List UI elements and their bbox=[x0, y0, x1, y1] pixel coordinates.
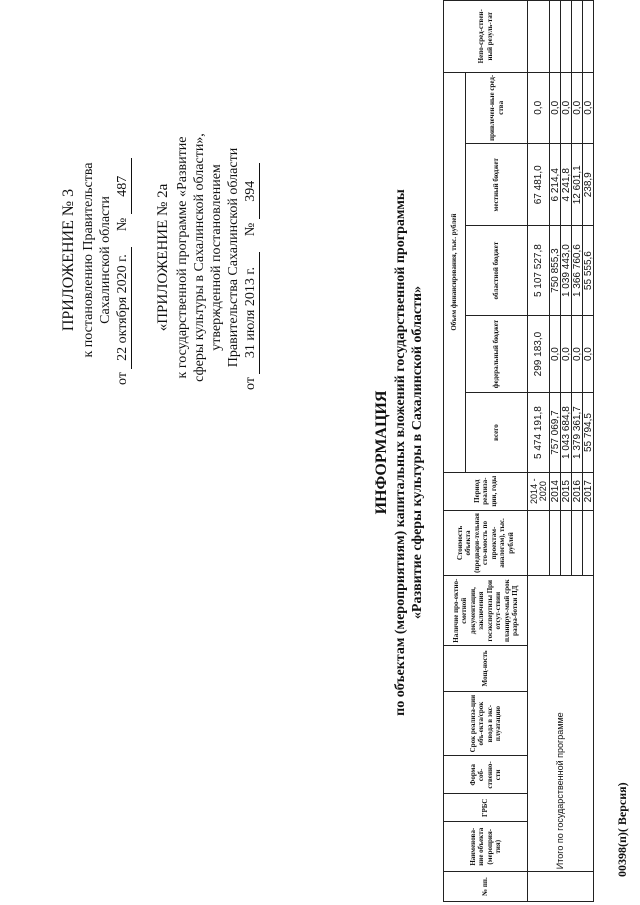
header-name: Наименова-ние объекта (мероприя-тия) bbox=[444, 822, 528, 872]
cell-local: 67 481,0 bbox=[528, 144, 550, 226]
appendix-3-date: 22 октября 2020 г. bbox=[114, 247, 132, 369]
cell-attracted: 0,0 bbox=[583, 72, 594, 144]
header-local: местный бюджет bbox=[466, 144, 528, 226]
cell-regional: 5 107 527,8 bbox=[528, 226, 550, 315]
cell-regional: 1 039 443,0 bbox=[561, 226, 572, 315]
appendix-2a-number: 394 bbox=[242, 163, 260, 219]
cell-period: 2016 bbox=[572, 472, 583, 510]
cell-local: 6 214,4 bbox=[550, 144, 561, 226]
cell-total: 1 379 361,7 bbox=[572, 393, 583, 472]
cell-result bbox=[550, 1, 561, 73]
cell-total: 1 043 684,8 bbox=[561, 393, 572, 472]
cell-regional: 55 555,6 bbox=[583, 226, 594, 315]
appendix-2a-line1: к государственной программе «Развитие bbox=[175, 136, 190, 379]
total-label: Итого по государственной программе bbox=[528, 576, 594, 872]
cell-regional: 750 855,3 bbox=[550, 226, 561, 315]
cell-federal: 299 183,0 bbox=[528, 315, 550, 393]
header-num: № пп. bbox=[444, 872, 528, 902]
cell-cost bbox=[561, 510, 572, 576]
header-result: Непо-сред-ствен-ный резуль-тат bbox=[444, 1, 528, 73]
appendix-2a-num-sign: № bbox=[243, 222, 258, 237]
table-row bbox=[528, 1, 550, 902]
cell-cost bbox=[528, 510, 550, 576]
cell-local: 12 601,1 bbox=[572, 144, 583, 226]
cell-regional: 1 366 760,6 bbox=[572, 226, 583, 315]
cell-local: 238,9 bbox=[583, 144, 594, 226]
header-period: Период реализа-ции, годы bbox=[444, 472, 528, 510]
header-cost: Стоимость объекта (предвари-тельная сто-имость по проектам-аналогам), тыс. рублей bbox=[444, 510, 528, 576]
cell-federal: 0,0 bbox=[572, 315, 583, 393]
appendix-2a-title: «ПРИЛОЖЕНИЕ № 2а bbox=[155, 183, 171, 332]
cell-attracted: 0,0 bbox=[561, 72, 572, 144]
capital-investments-table bbox=[443, 0, 594, 902]
header-term: Срок реализа-ции объ-екта/срок ввода в экс-плуатацию bbox=[444, 691, 528, 756]
appendix-2a-block bbox=[152, 125, 260, 390]
header-grbs: ГРБС bbox=[444, 794, 528, 822]
cell-federal: 0,0 bbox=[583, 315, 594, 393]
appendix-3-num-sign: № bbox=[115, 217, 130, 232]
cell-result bbox=[528, 1, 550, 73]
header-total: всего bbox=[466, 393, 528, 472]
appendix-3-line1: к постановлению Правительства bbox=[81, 162, 96, 358]
cell-result bbox=[561, 1, 572, 73]
cell-cost bbox=[572, 510, 583, 576]
appendix-2a-date: 31 июля 2013 г. bbox=[242, 252, 260, 374]
cell-attracted: 0,0 bbox=[550, 72, 561, 144]
heading-line1: по объектам (мероприятиям) капитальных вложений государственной программы bbox=[393, 189, 408, 716]
cell-total: 5 474 191,8 bbox=[528, 393, 550, 472]
header-regional: областной бюджет bbox=[466, 226, 528, 315]
appendix-2a-line2: сферы культуры в Сахалинской области», bbox=[192, 133, 207, 382]
header-federal: федеральный бюджет bbox=[466, 315, 528, 393]
cell-cost bbox=[583, 510, 594, 576]
header-form: Форма соб-ственно-сти bbox=[444, 756, 528, 794]
cell-total: 757 069,7 bbox=[550, 393, 561, 472]
appendix-3-block bbox=[58, 135, 132, 385]
appendix-3-number: 487 bbox=[114, 158, 132, 214]
header-docs: Наличие про-ектно-сметной документации, заключения госэкспертизы При отсут-ствии планируе-мый срок разра-ботки ПД bbox=[444, 576, 528, 646]
header-attracted: привлечен-ные сред-ства bbox=[466, 72, 528, 144]
document-footer: 00398(п)( Версия) bbox=[615, 782, 629, 877]
appendix-3-date-prefix: от bbox=[115, 372, 130, 385]
appendix-2a-line3: утвержденной постановлением bbox=[209, 164, 224, 351]
appendix-2a-date-prefix: от bbox=[243, 377, 258, 390]
appendix-2a-line4: Правительства Сахалинской области bbox=[226, 147, 241, 368]
cell-period: 2017 bbox=[583, 472, 594, 510]
cell-attracted: 0,0 bbox=[572, 72, 583, 144]
header-finance: Объем финансирования, тыс. рублей bbox=[444, 72, 466, 472]
cell-attracted: 0,0 bbox=[528, 72, 550, 144]
appendix-3-title: ПРИЛОЖЕНИЕ № 3 bbox=[60, 188, 77, 332]
cell-result bbox=[583, 1, 594, 73]
cell-period: 2015 bbox=[561, 472, 572, 510]
cell-local: 4 241,8 bbox=[561, 144, 572, 226]
cell-period: 2014 - 2020 bbox=[528, 472, 550, 510]
heading-line2: «Развитие сферы культуры в Сахалинской области» bbox=[410, 285, 425, 620]
cell-total: 55 794,5 bbox=[583, 393, 594, 472]
cell-result bbox=[572, 1, 583, 73]
cell-num bbox=[528, 872, 594, 902]
cell-cost bbox=[550, 510, 561, 576]
cell-federal: 0,0 bbox=[550, 315, 561, 393]
cell-federal: 0,0 bbox=[561, 315, 572, 393]
header-power: Мощ-ность bbox=[444, 646, 528, 692]
heading-title: ИНФОРМАЦИЯ bbox=[373, 390, 390, 515]
cell-period: 2014 bbox=[550, 472, 561, 510]
appendix-3-line2: Сахалинской области bbox=[98, 196, 113, 324]
document-heading bbox=[372, 0, 426, 905]
